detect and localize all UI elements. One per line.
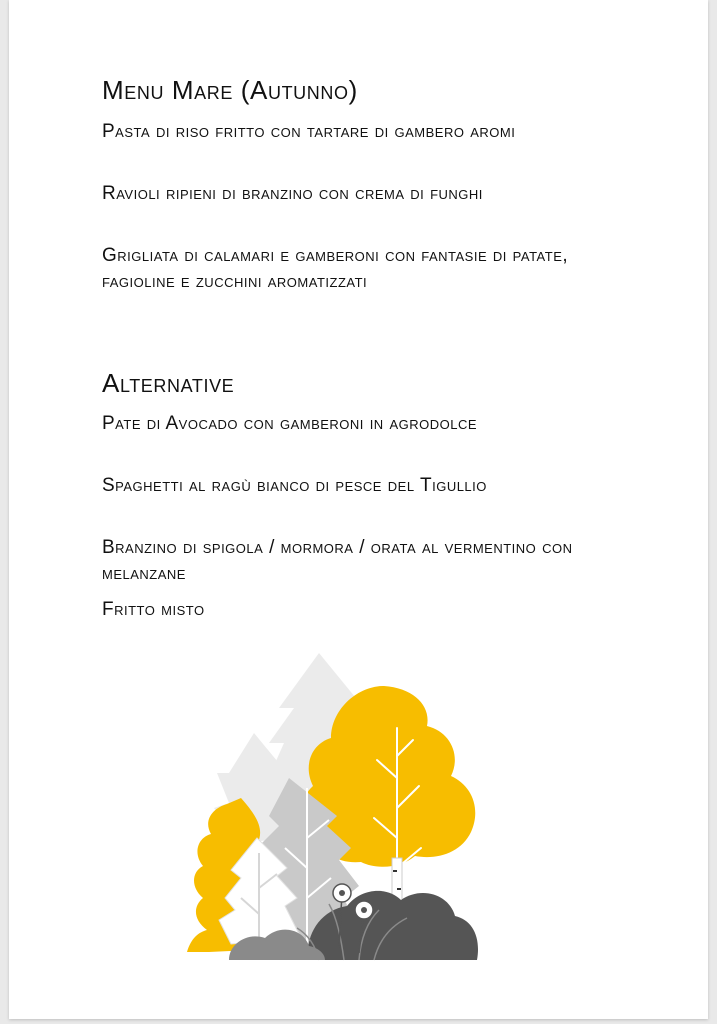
autumn-forest-illustration [169,648,489,968]
section-title-alternative: Alternative [102,368,235,398]
menu-page [9,0,708,1019]
section-title-menu-mare: Menu Mare (Autunno) [102,75,358,105]
menu-item: Spaghetti al ragù bianco di pesce del Tigullio [102,475,487,496]
menu-item: Branzino di spigola / mormora / orata al vermentino con melanzane [102,537,573,584]
menu-item: Fritto misto [102,599,205,620]
menu-item: Ravioli ripieni di branzino con crema di funghi [102,183,483,204]
menu-item: Pate di Avocado con gamberoni in agrodolce [102,413,478,434]
menu-item: Pasta di riso fritto con tartare di gambero aromi [102,121,516,142]
menu-item: Grigliata di calamari e gamberoni con fantasie di patate, fagioline e zucchini aromatizzati [102,245,569,292]
